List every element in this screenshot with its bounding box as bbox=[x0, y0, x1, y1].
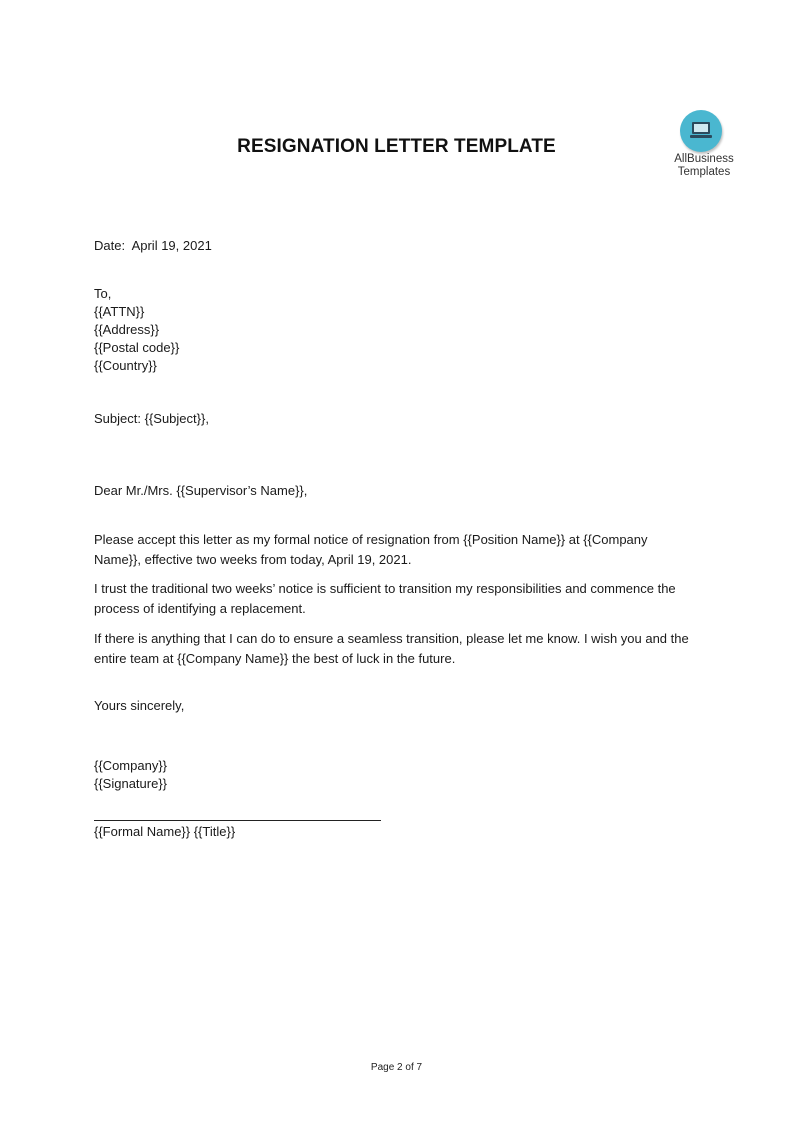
subject-text: Subject: {{Subject}}, bbox=[94, 411, 209, 426]
document-title: RESIGNATION LETTER TEMPLATE bbox=[237, 136, 556, 157]
logo-text bbox=[664, 153, 744, 179]
date-text: Date: April 19, 2021 bbox=[94, 238, 212, 253]
signature-rule bbox=[94, 820, 381, 821]
closing-text: Yours sincerely, bbox=[94, 698, 185, 713]
recipient-address: {{Address}} bbox=[94, 322, 160, 337]
paragraph-1 bbox=[94, 530, 690, 570]
paragraph-1-text: Please accept this letter as my formal notice of resignation from {{Position Name}} at {{Company Name}}, effective two weeks from today, April 19, 2021. bbox=[94, 532, 648, 567]
logo-line-1: AllBusiness bbox=[674, 153, 734, 165]
recipient-block bbox=[94, 285, 694, 375]
closing-line bbox=[94, 697, 694, 715]
paragraph-2 bbox=[94, 579, 690, 619]
salutation-text: Dear Mr./Mrs. {{Supervisor’s Name}}, bbox=[94, 483, 308, 498]
laptop-icon bbox=[689, 120, 713, 142]
recipient-country: {{Country}} bbox=[94, 358, 157, 373]
recipient-attn: {{ATTN}} bbox=[94, 304, 145, 319]
date-line bbox=[94, 237, 694, 255]
recipient-to: To, bbox=[94, 286, 112, 301]
logo-line-2: Templates bbox=[677, 166, 731, 178]
subject-line bbox=[94, 410, 694, 428]
signature-name-title: {{Formal Name}} {{Title}} bbox=[94, 824, 236, 839]
paragraph-3-text: If there is anything that I can do to ensure a seamless transition, please let me know. I wish you and the entire team at {{Company Name}} the best of luck in the future. bbox=[94, 631, 689, 666]
paragraph-3 bbox=[94, 629, 690, 669]
page-footer: Page 2 of 7 bbox=[370, 1062, 423, 1073]
paragraph-2-text: I trust the traditional two weeks’ notice is sufficient to transition my responsibilities and commence the process of identifying a replacement. bbox=[94, 581, 676, 616]
signature-placeholder: {{Signature}} bbox=[94, 776, 168, 791]
company-logo bbox=[664, 108, 744, 182]
signature-name-line bbox=[94, 823, 694, 841]
signature-company: {{Company}} bbox=[94, 758, 168, 773]
salutation-line bbox=[94, 482, 694, 500]
recipient-postal: {{Postal code}} bbox=[94, 340, 180, 355]
signature-block bbox=[94, 757, 694, 793]
logo-badge bbox=[680, 110, 722, 152]
